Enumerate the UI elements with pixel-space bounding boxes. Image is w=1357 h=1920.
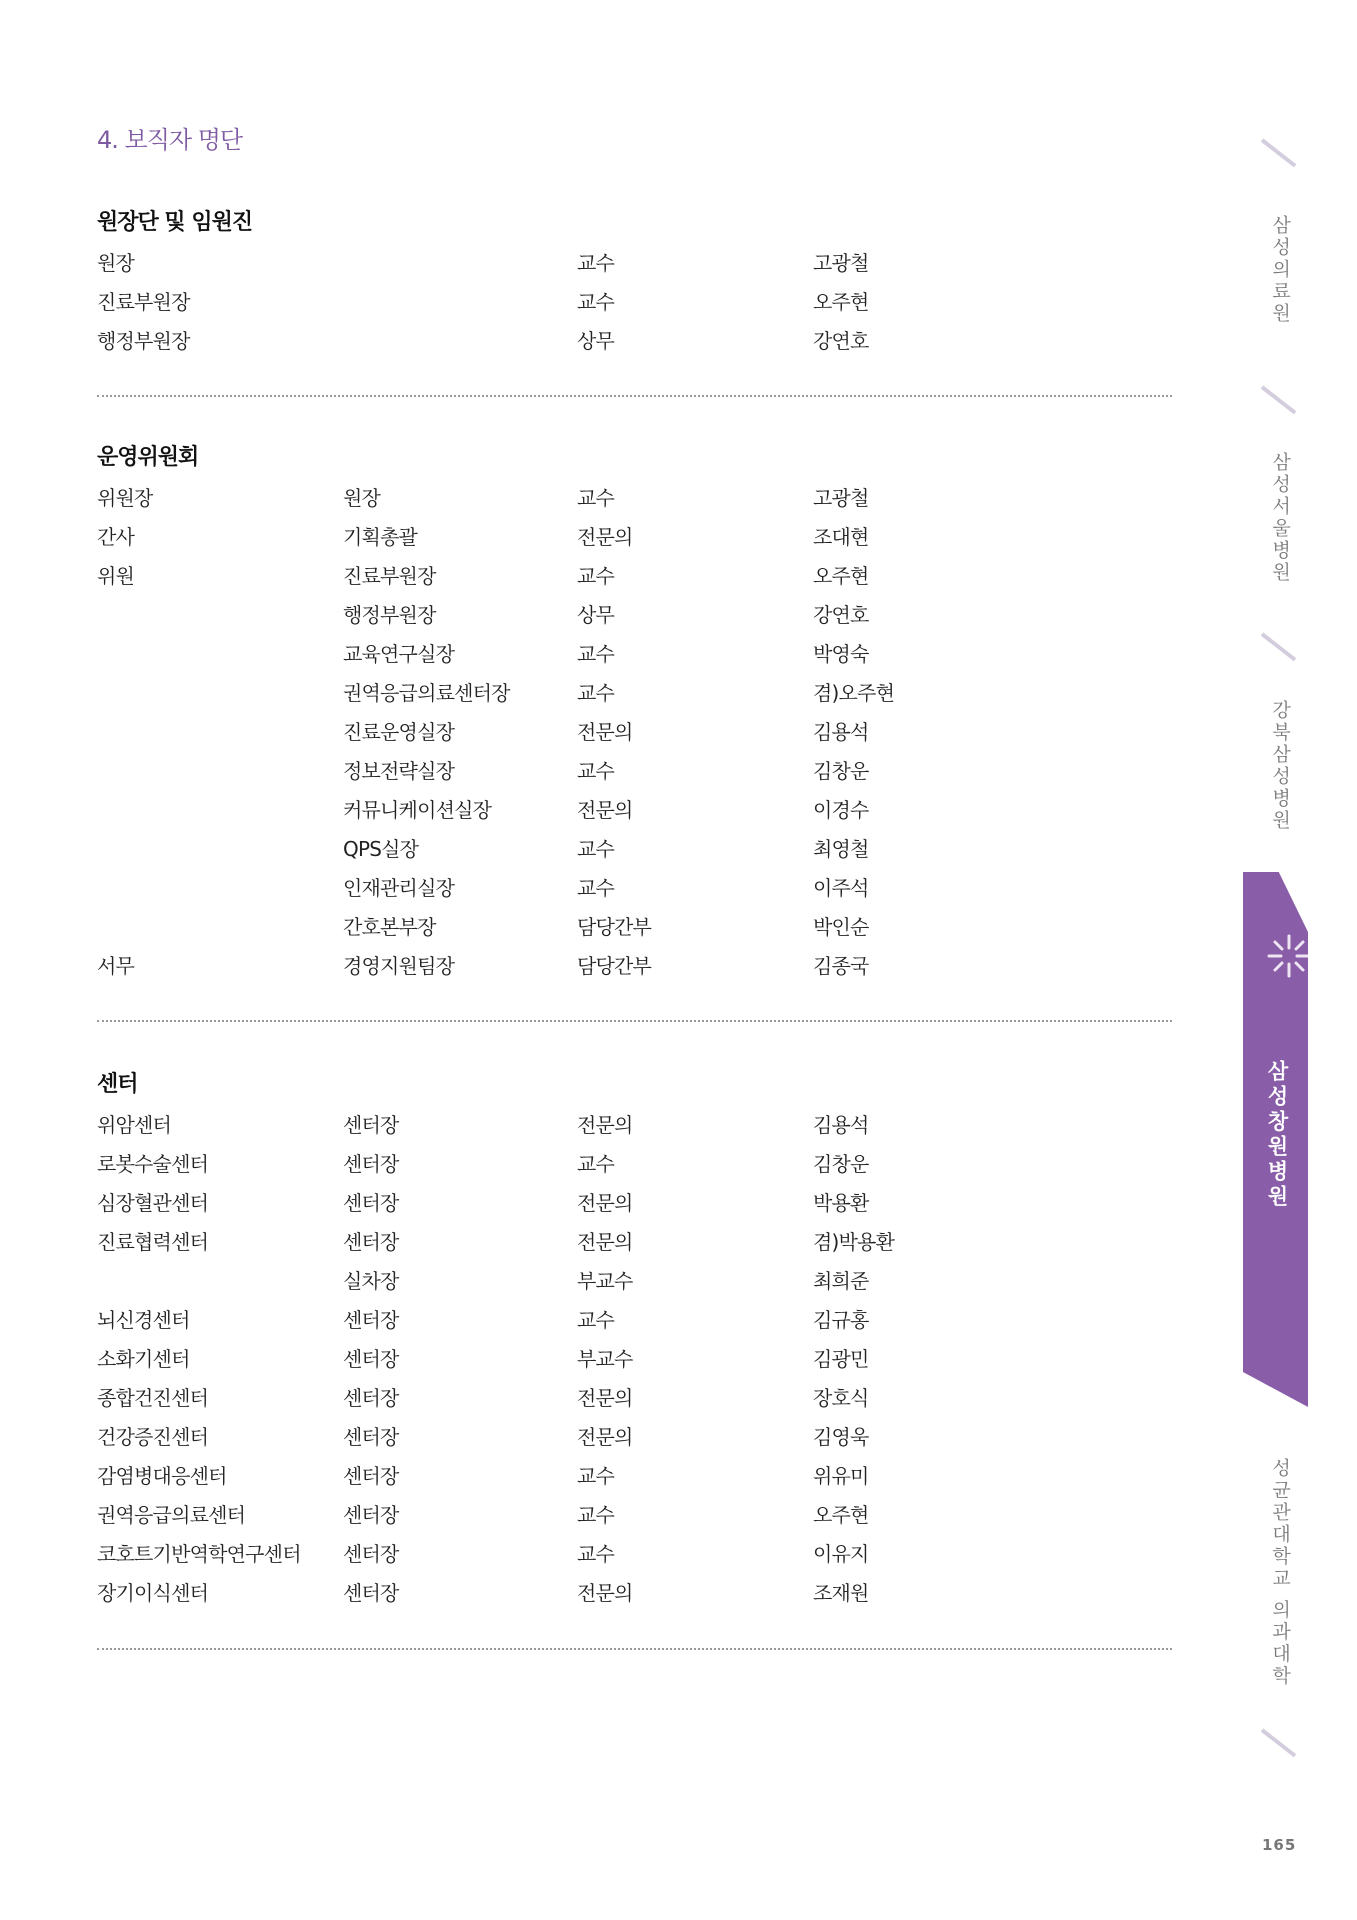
cell-rank: 전문의 [577,1386,633,1410]
table-row [97,325,1172,361]
tab-samsung-changwon[interactable]: 삼성창원병원 [1265,1060,1289,1210]
table-row [97,950,1172,986]
cell-rank: 전문의 [577,525,633,549]
table-row [97,1343,1172,1379]
cell-position: 센터장 [343,1113,399,1137]
tab-kangbuk-samsung[interactable]: 강북삼성병원 [1269,700,1291,832]
cell-rank: 전문의 [577,1425,633,1449]
cell-person: 고광철 [813,486,869,510]
cell-rank: 교수 [577,681,615,705]
cell-rank: 교수 [577,837,615,861]
cell-rank: 교수 [577,290,615,314]
table-row [97,286,1172,322]
cell-person: 강연호 [813,329,869,353]
tab-samsung-seoul[interactable]: 삼성서울병원 [1269,452,1291,584]
section-title: 원장단 및 임원진 [97,210,253,235]
sparkle-icon [1265,932,1313,980]
section-divider [97,395,1172,397]
table-row [97,794,1172,830]
cell-person: 위유미 [813,1464,869,1488]
cell-position: 센터장 [343,1581,399,1605]
table-row [97,1538,1172,1574]
cell-position: 원장 [343,486,381,510]
cell-unit: 권역응급의료센터 [97,1503,246,1527]
cell-rank: 전문의 [577,720,633,744]
cell-person: 장호식 [813,1386,869,1410]
tab-separator-mark [1261,1728,1297,1757]
cell-unit: 위원장 [97,486,153,510]
cell-rank: 교수 [577,1503,615,1527]
cell-rank: 교수 [577,1308,615,1332]
cell-rank: 교수 [577,1152,615,1176]
cell-rank: 교수 [577,564,615,588]
table-row [97,1460,1172,1496]
cell-person: 겸)오주현 [813,681,895,705]
cell-rank: 상무 [577,603,615,627]
cell-person: 김종국 [813,954,869,978]
cell-position: 교육연구실장 [343,642,455,666]
cell-position: 정보전략실장 [343,759,455,783]
cell-position: 커뮤니케이션실장 [343,798,492,822]
cell-person: 강연호 [813,603,869,627]
page-number: 165 [1262,1836,1297,1854]
table-row [97,911,1172,947]
cell-position: 진료운영실장 [343,720,455,744]
cell-unit: 코호트기반역학연구센터 [97,1542,301,1566]
table-row [97,599,1172,635]
cell-rank: 전문의 [577,1581,633,1605]
cell-person: 김창운 [813,759,869,783]
cell-position: 기획총괄 [343,525,418,549]
cell-person: 김창운 [813,1152,869,1176]
cell-unit: 진료부원장 [97,290,190,314]
cell-unit: 뇌신경센터 [97,1308,190,1332]
cell-unit: 심장혈관센터 [97,1191,209,1215]
cell-rank: 교수 [577,251,615,275]
cell-unit: 로봇수술센터 [97,1152,209,1176]
cell-person: 조재원 [813,1581,869,1605]
cell-unit: 감염병대응센터 [97,1464,227,1488]
cell-unit: 위암센터 [97,1113,172,1137]
tab-separator-mark [1261,138,1297,167]
cell-person: 최영철 [813,837,869,861]
cell-rank: 교수 [577,1464,615,1488]
cell-unit: 간사 [97,525,135,549]
cell-person: 오주현 [813,1503,869,1527]
cell-rank: 교수 [577,486,615,510]
cell-unit: 소화기센터 [97,1347,190,1371]
cell-position: 센터장 [343,1542,399,1566]
cell-person: 이유지 [813,1542,869,1566]
cell-rank: 전문의 [577,1230,633,1254]
page-heading: 4. 보직자 명단 [97,126,243,154]
cell-position: 센터장 [343,1464,399,1488]
cell-person: 박용환 [813,1191,869,1215]
cell-unit: 원장 [97,251,135,275]
cell-unit: 서무 [97,954,135,978]
section-divider [97,1648,1172,1650]
cell-unit: 행정부원장 [97,329,190,353]
section-title: 센터 [97,1072,138,1097]
cell-person: 오주현 [813,564,869,588]
cell-person: 김용석 [813,720,869,744]
cell-rank: 교수 [577,642,615,666]
cell-rank: 부교수 [577,1269,633,1293]
cell-position: 센터장 [343,1152,399,1176]
cell-position: 경영지원팀장 [343,954,455,978]
cell-person: 조대현 [813,525,869,549]
cell-person: 최희준 [813,1269,869,1293]
cell-position: 진료부원장 [343,564,436,588]
cell-rank: 교수 [577,1542,615,1566]
cell-position: 권역응급의료센터장 [343,681,510,705]
cell-rank: 전문의 [577,1113,633,1137]
tab-samsung-medical[interactable]: 삼성의료원 [1269,215,1291,325]
table-row [97,1499,1172,1535]
cell-person: 김용석 [813,1113,869,1137]
tab-separator-mark [1261,632,1297,661]
table-row [97,1304,1172,1340]
table-row [97,1187,1172,1223]
table-row [97,1148,1172,1184]
cell-position: 센터장 [343,1308,399,1332]
cell-unit: 건강증진센터 [97,1425,209,1449]
cell-position: 실차장 [343,1269,399,1293]
table-row [97,482,1172,518]
cell-rank: 담당간부 [577,915,652,939]
cell-rank: 전문의 [577,798,633,822]
table-row [97,1382,1172,1418]
cell-person: 이경수 [813,798,869,822]
cell-person: 김영욱 [813,1425,869,1449]
cell-position: 행정부원장 [343,603,436,627]
cell-position: 센터장 [343,1503,399,1527]
cell-position: 센터장 [343,1425,399,1449]
cell-rank: 교수 [577,759,615,783]
cell-person: 김광민 [813,1347,869,1371]
cell-rank: 상무 [577,329,615,353]
section-divider [97,1020,1172,1022]
table-row [97,1577,1172,1613]
table-row [97,755,1172,791]
table-row [97,521,1172,557]
cell-person: 박인순 [813,915,869,939]
table-row [97,1109,1172,1145]
table-row [97,833,1172,869]
cell-position: 센터장 [343,1230,399,1254]
cell-unit: 진료협력센터 [97,1230,209,1254]
cell-position: 센터장 [343,1191,399,1215]
section-title: 운영위원회 [97,445,199,470]
cell-rank: 전문의 [577,1191,633,1215]
cell-position: 인재관리실장 [343,876,455,900]
cell-person: 이주석 [813,876,869,900]
table-row [97,872,1172,908]
cell-rank: 교수 [577,876,615,900]
cell-position: QPS실장 [343,837,419,861]
table-row [97,1421,1172,1457]
cell-unit: 위원 [97,564,135,588]
table-row [97,1265,1172,1301]
cell-unit: 장기이식센터 [97,1581,209,1605]
tab-skku-medicine[interactable]: 성균관대학교 의과대학 [1269,1458,1291,1688]
table-row [97,716,1172,752]
cell-position: 센터장 [343,1386,399,1410]
cell-rank: 부교수 [577,1347,633,1371]
cell-position: 센터장 [343,1347,399,1371]
cell-person: 고광철 [813,251,869,275]
table-row [97,560,1172,596]
table-row [97,677,1172,713]
cell-person: 김규홍 [813,1308,869,1332]
tab-separator-mark [1261,385,1297,414]
cell-person: 오주현 [813,290,869,314]
cell-position: 간호본부장 [343,915,436,939]
cell-person: 박영숙 [813,642,869,666]
table-row [97,1226,1172,1262]
table-row [97,247,1172,283]
table-row [97,638,1172,674]
cell-unit: 종합건진센터 [97,1386,209,1410]
cell-person: 겸)박용환 [813,1230,895,1254]
cell-rank: 담당간부 [577,954,652,978]
